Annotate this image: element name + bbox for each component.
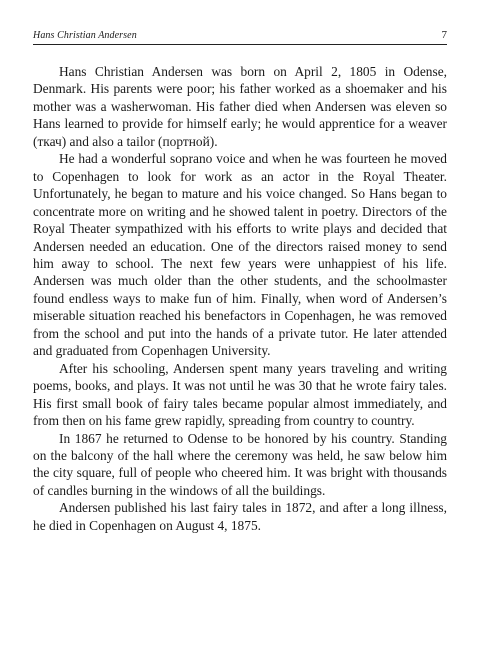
running-header bbox=[33, 26, 447, 45]
paragraph-copenhagen: He had a wonderful soprano voice and when he was fourteen he moved to Copenhagen to look for work as an actor in the Royal Theater. Unfortunately, he began to mature and his voice changed. So Hans began to concentrate more on writing and he showed talent in poetry. Directors of the Royal Theater sympathized with his efforts to write plays and decided that Andersen needed an education. One of the directors raised money to send him away to school. The next few years were unhappiest of his life. Andersen was much older than the other students, and the schoolmaster found endless ways to make fun of him. Finally, when word of Andersen’s miserable situation reached his benefactors in Copenhagen, he was removed from the school and put into the hands of a private tutor. He later attended and graduated from Copenhagen University. bbox=[33, 151, 447, 359]
page-number: 7 bbox=[441, 29, 447, 41]
running-title: Hans Christian Andersen bbox=[33, 30, 137, 41]
paragraph-death: Andersen published his last fairy tales in 1872, and after a long illness, he died in Copenhagen on August 4, 1875. bbox=[33, 500, 447, 533]
paragraph-fairy-tales: After his schooling, Andersen spent many years traveling and writing poems, books, and plays. It was not until he was 30 that he wrote fairy tales. His first small book of fairy tales became popular almost immediately, and from then on his fame grew rapidly, spreading from country to country. bbox=[33, 360, 447, 429]
body-text bbox=[33, 63, 447, 534]
paragraph-birth: Hans Christian Andersen was born on April 2, 1805 in Odense, Denmark. His parents were poor; his father worked as a shoemaker and his mother was a washerwoman. His father died when Andersen was eleven so Hans learned to provide for himself early; he would apprentice for a weaver (ткач) and also a tailor (портной). bbox=[33, 64, 447, 149]
paragraph-odense-return: In 1867 he returned to Odense to be honored by his country. Standing on the balcony of the hall where the ceremony was held, he saw below him the city square, full of people who cheered him. It was bright with thousands of candles burning in the windows of all the buildings. bbox=[33, 430, 447, 498]
